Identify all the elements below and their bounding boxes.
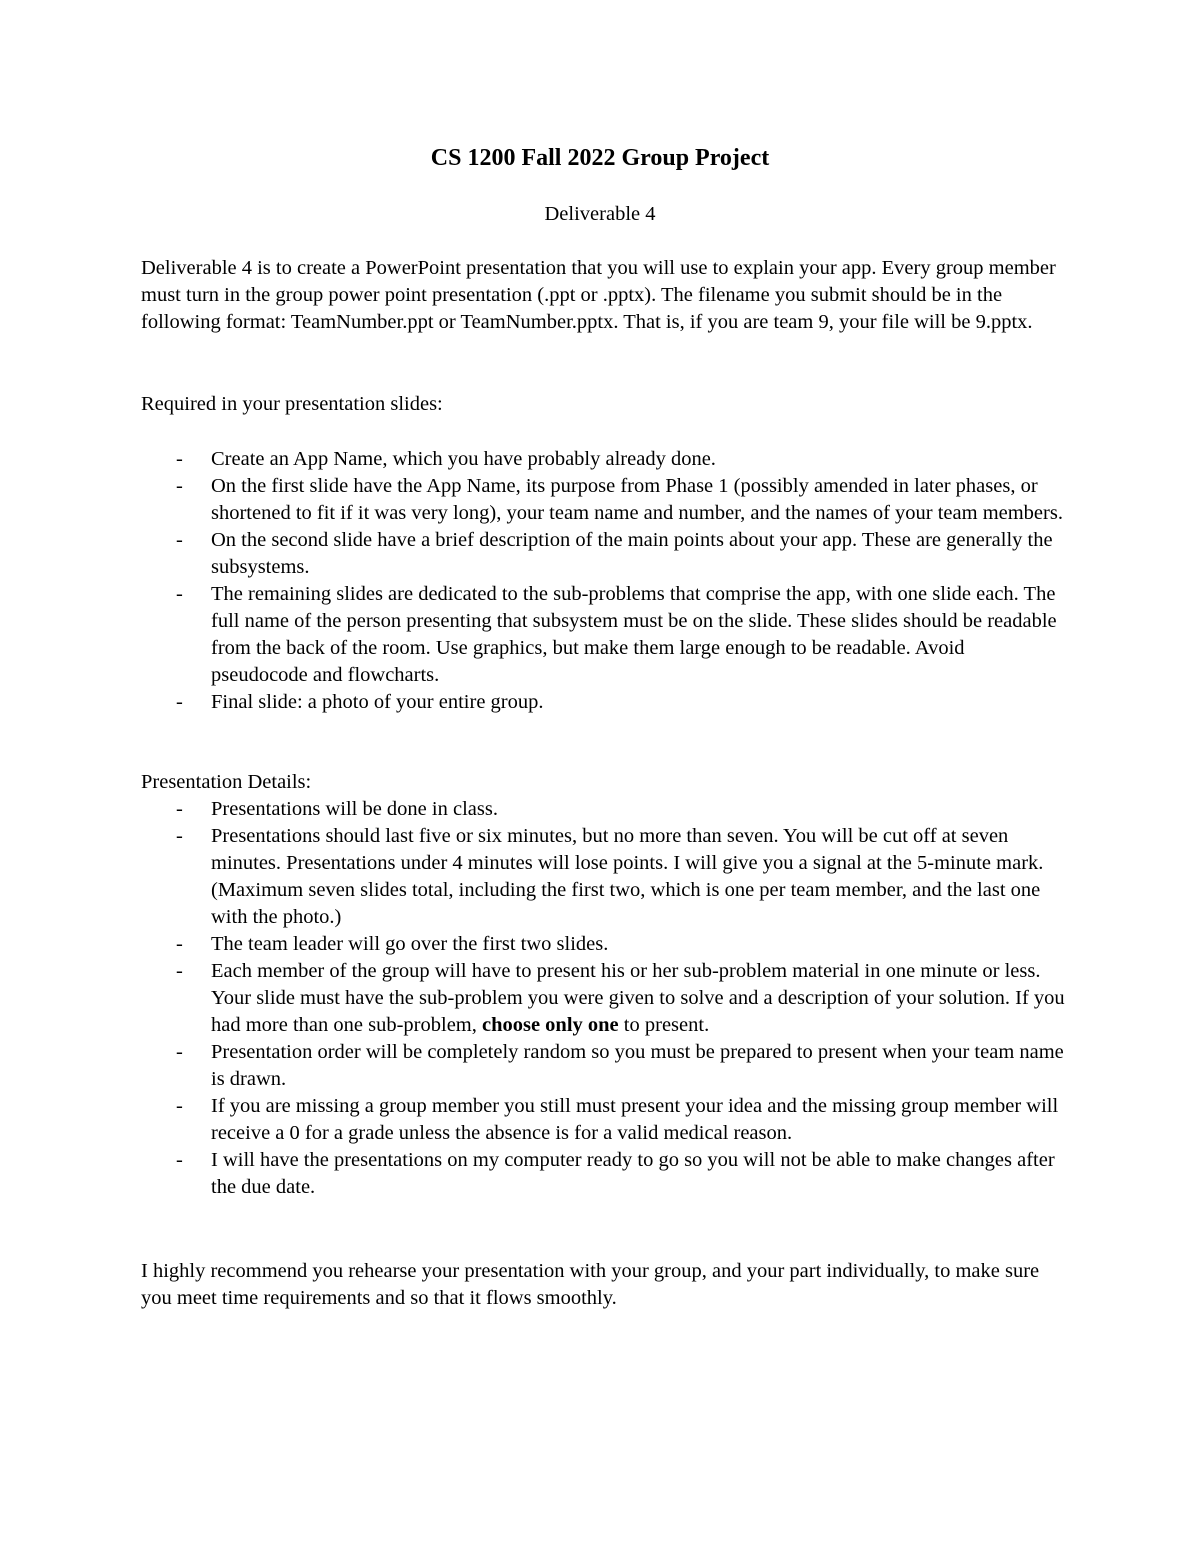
document-title: CS 1200 Fall 2022 Group Project bbox=[430, 145, 770, 171]
list-item-text: If you are missing a group member you still must present your idea and the missing group member will receive a 0 for a grade unless the absence is for a valid medical reason. bbox=[211, 1095, 1059, 1144]
list-item bbox=[0, 796, 1066, 823]
intro-paragraph: Deliverable 4 is to create a PowerPoint presentation that you will use to explain your app. Every group member must turn in the group power point presentation (.ppt or .pptx). The filename you submit should be in the following format: TeamNumber.ppt or TeamNumber.pptx. That is, if you are team 9, your file will be 9.pptx. bbox=[141, 257, 1056, 333]
dash-bullet: - bbox=[176, 1149, 183, 1171]
list-item-text: Create an App Name, which you have probably already done. bbox=[211, 448, 716, 470]
required-list bbox=[0, 446, 1100, 716]
list-item bbox=[0, 823, 1066, 931]
list-item bbox=[0, 473, 1066, 527]
dash-bullet: - bbox=[176, 529, 183, 551]
list-item bbox=[0, 1039, 1066, 1093]
list-item-text-end: to present. bbox=[618, 1014, 710, 1036]
list-item-emphasis: choose only one bbox=[481, 1014, 619, 1036]
list-item-text: Presentation order will be completely random so you must be prepared to present when your team name is drawn. bbox=[211, 1041, 1064, 1090]
list-item-text: Presentations will be done in class. bbox=[211, 798, 498, 820]
dash-bullet: - bbox=[176, 448, 183, 470]
closing-paragraph: I highly recommend you rehearse your presentation with your group, and your part individually, to make sure you meet time requirements and so that it flows smoothly. bbox=[141, 1260, 1040, 1309]
list-item bbox=[0, 1093, 1066, 1147]
list-item-text-start: Each member of the group will have to present his or her sub-problem material in one minute or less. Your slide must have the sub-problem you were given to solve and a description of your solution. If you had more than one sub-problem, bbox=[211, 960, 1065, 1036]
dash-bullet: - bbox=[176, 825, 183, 847]
dash-bullet: - bbox=[176, 691, 183, 713]
dash-bullet: - bbox=[176, 475, 183, 497]
dash-bullet: - bbox=[176, 1041, 183, 1063]
dash-bullet: - bbox=[176, 583, 183, 605]
list-item-text: Presentations should last five or six minutes, but no more than seven. You will be cut off at seven minutes. Presentations under 4 minutes will lose points. I will give you a signal at the 5-minute mark. (Maximum seven slides total, including the first two, which is one per team member, and the last one with the photo.) bbox=[211, 825, 1044, 928]
document-subtitle: Deliverable 4 bbox=[544, 203, 656, 225]
dash-bullet: - bbox=[176, 933, 183, 955]
list-item bbox=[0, 931, 1066, 958]
list-item-text: Final slide: a photo of your entire group. bbox=[211, 691, 544, 713]
list-item bbox=[0, 527, 1066, 581]
dash-bullet: - bbox=[176, 960, 183, 982]
dash-bullet: - bbox=[176, 798, 183, 820]
list-item-text: On the second slide have a brief description of the main points about your app. These are generally the subsystems. bbox=[211, 529, 1053, 578]
list-item-text: The remaining slides are dedicated to the sub-problems that comprise the app, with one slide each. The full name of the person presenting that subsystem must be on the slide. These slides should be readable from the back of the room. Use graphics, but make them large enough to be readable. Avoid pseudocode and flowcharts. bbox=[211, 583, 1057, 686]
dash-bullet: - bbox=[176, 1095, 183, 1117]
list-item-text: I will have the presentations on my computer ready to go so you will not be able to make changes after the due date. bbox=[211, 1149, 1055, 1198]
details-heading: Presentation Details: bbox=[141, 771, 312, 793]
list-item bbox=[0, 446, 1066, 473]
list-item-text: The team leader will go over the first two slides. bbox=[211, 933, 609, 955]
details-list bbox=[0, 796, 1100, 1201]
required-heading: Required in your presentation slides: bbox=[141, 393, 443, 415]
list-item bbox=[0, 958, 1066, 1039]
list-item bbox=[0, 689, 1066, 716]
list-item-text: On the first slide have the App Name, its purpose from Phase 1 (possibly amended in later phases, or shortened to fit if it was very long), your team name and number, and the names of your team members. bbox=[211, 475, 1063, 524]
list-item bbox=[0, 1147, 1066, 1201]
list-item bbox=[0, 581, 1066, 689]
